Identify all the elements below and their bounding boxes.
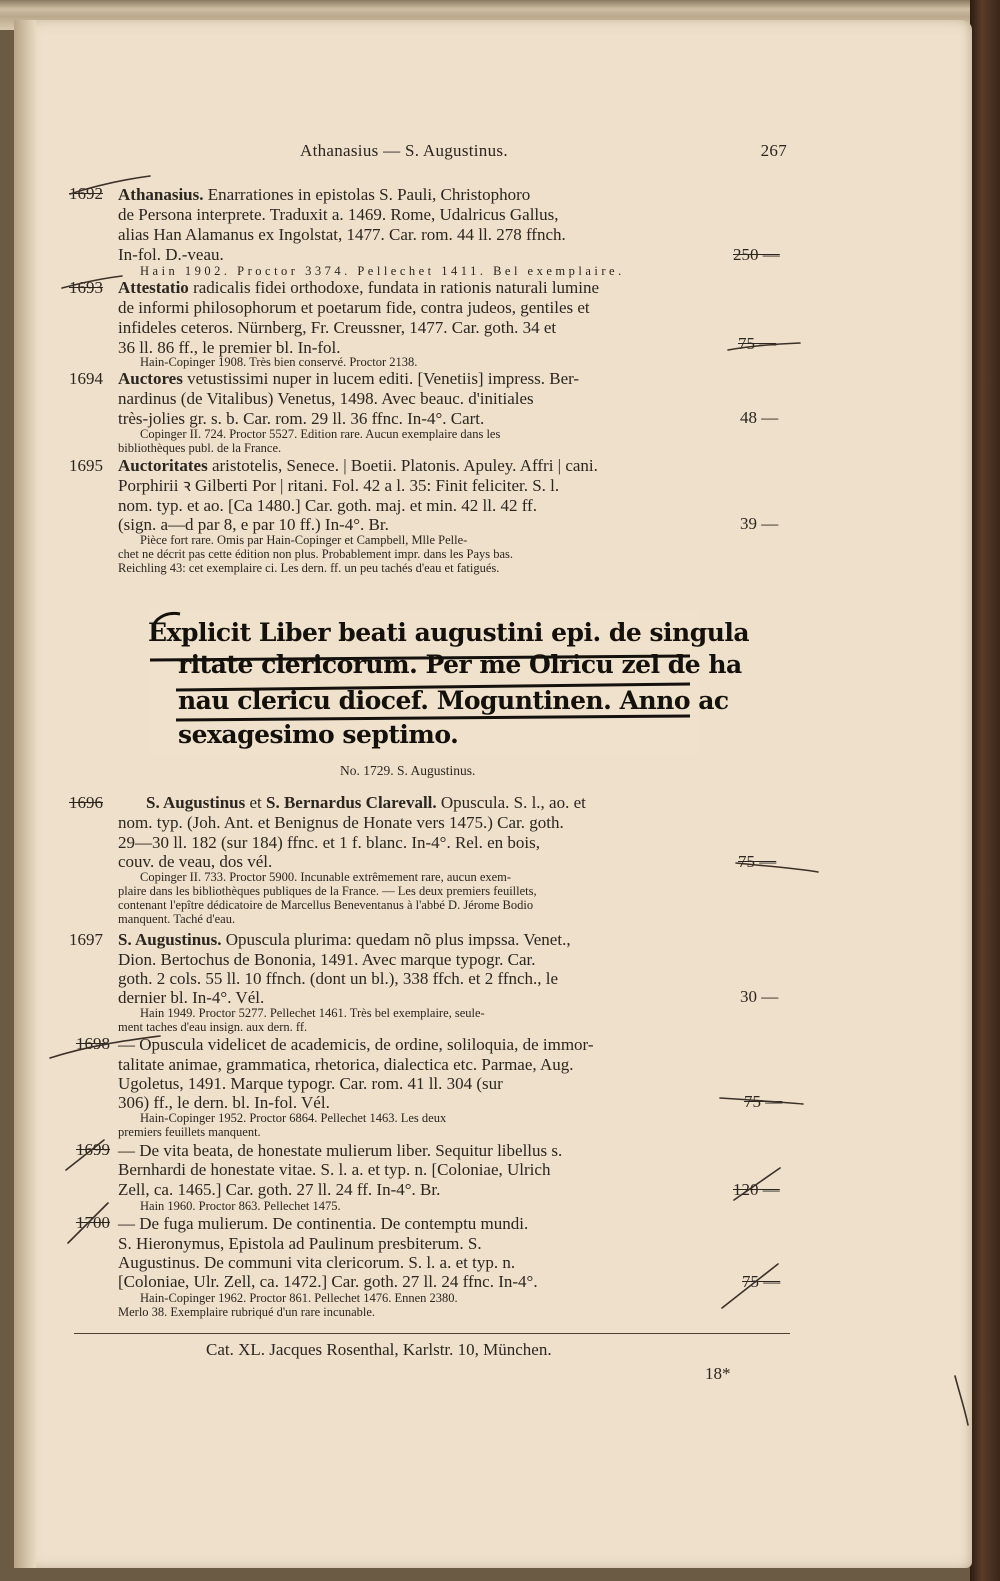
entry-line: Dion. Bertochus de Bononia, 1491. Avec marque typogr. Car.: [118, 950, 536, 969]
entry-line: Porphirii ꝛ Gilberti Por | ritani. Fol. 42 a l. 35: Finit feliciter. S. l.: [118, 476, 560, 495]
entry-text: radicalis fidei orthodoxe, fundata in rationis naturali lumine: [188, 278, 600, 297]
entry-number: 1694: [69, 369, 103, 388]
entry-line: (sign. a—d par 8, e par 10 ff.) In-4°. Br.: [118, 515, 389, 534]
entry-note: premiers feuillets manquent.: [118, 1125, 261, 1139]
entry-line: infideles ceteros. Nürnberg, Fr. Creussner, 1477. Car. goth. 34 et: [118, 318, 557, 337]
running-header: [300, 141, 787, 163]
entry-line: nom. typ. (Joh. Ant. et Benignus de Honate vers 1475.) Car. goth.: [118, 813, 564, 832]
entry-line: [118, 278, 599, 297]
entry-note: Copinger II. 733. Proctor 5900. Incunable extrêmement rare, aucun exem-: [140, 870, 512, 884]
entry-line: [118, 930, 571, 949]
entry-line: couv. de veau, dos vél.: [118, 852, 273, 871]
entry-number: 1696: [69, 793, 103, 812]
entry-price: 75 —: [742, 1272, 781, 1291]
entry-line: très-jolies gr. s. b. Car. rom. 29 ll. 36 ffnc. In-4°. Cart.: [118, 409, 485, 428]
entry-note: Hain 1960. Proctor 863. Pellechet 1475.: [140, 1199, 341, 1213]
entry-line: Augustinus. De communi vita clericorum. S. l. a. et typ. n.: [118, 1253, 516, 1272]
entry-title: Auctoritates: [118, 456, 208, 475]
entry-note: Hain 1949. Proctor 5277. Pellechet 1461. Très bel exemplaire, seule-: [140, 1006, 485, 1020]
entry-note: plaire dans les bibliothèques publiques de la France. — Les deux premiers feuillets,: [118, 884, 537, 898]
entry-note: Hain-Copinger 1962. Proctor 861. Pellechet 1476. Ennen 2380.: [140, 1291, 458, 1305]
entry-title: Athanasius.: [118, 185, 204, 204]
entry-line: 306) ff., le dern. bl. In-fol. Vél.: [118, 1093, 330, 1112]
entry-line: [118, 185, 530, 204]
entry-price: 75 —: [744, 1092, 783, 1111]
entry-price: 250 —: [733, 245, 780, 264]
entry-number: 1699: [76, 1140, 110, 1159]
entry-title: S. Augustinus: [146, 793, 246, 812]
entry-price: 75 —: [738, 852, 777, 871]
entry-note: Hain 1902. Proctor 3374. Pellechet 1411. Bel exemplaire.: [140, 264, 625, 278]
entry-note: Pièce fort rare. Omis par Hain-Copinger et Campbell, Mlle Pelle-: [140, 533, 468, 547]
signature-mark: 18*: [705, 1364, 731, 1383]
entry-title: Auctores: [118, 369, 183, 388]
blackletter-line: sexagesimo septimo.: [178, 720, 459, 749]
entry-text: et: [245, 793, 267, 812]
entry-line: [Coloniae, Ulr. Zell, ca. 1472.] Car. goth. 27 ll. 24 ffnc. In-4°.: [118, 1272, 538, 1291]
entry-note: contenant l'epître dédicatoire de Marcellus Beneventanus à l'abbé D. Jérome Bodio: [118, 898, 534, 912]
entry-text-2: Opuscula. S. l., ao. et: [436, 793, 586, 812]
entry-number: 1698: [76, 1034, 110, 1053]
entry-line: In-fol. D.-veau.: [118, 245, 224, 264]
entry-line: Bernhardi de honestate vitae. S. l. a. et typ. n. [Coloniae, Ulrich: [118, 1160, 551, 1179]
entry-line: — De fuga mulierum. De continentia. De contemptu mundi.: [118, 1214, 529, 1233]
footer-rule: [74, 1333, 790, 1334]
entry-price: 48 —: [740, 408, 779, 427]
entry-title: S. Augustinus.: [118, 930, 222, 949]
entry-price: 75 —: [738, 334, 777, 353]
entry-line: de Persona interprete. Traduxit a. 1469. Rome, Udalricus Gallus,: [118, 205, 559, 224]
entry-line: nom. typ. et ao. [Ca 1480.] Car. goth. maj. et min. 42 ll. 42 ff.: [118, 496, 537, 515]
blackletter-colophon-facsimile: [148, 610, 750, 756]
entry-note: Hain-Copinger 1952. Proctor 6864. Pellechet 1463. Les deux: [140, 1111, 447, 1125]
entry-note: chet ne décrit pas cette édition non plus. Probablement impr. dans les Pays bas.: [118, 547, 514, 561]
entry-text: vetustissimi nuper in lucem editi. [Venetiis] impress. Ber-: [182, 369, 580, 388]
book-spine: [970, 0, 1000, 1581]
entry-title-2: S. Bernardus Clarevall.: [266, 793, 437, 812]
blackletter-line: nau clericu diocef. Moguntinen. Anno ac: [178, 686, 729, 715]
entry-price: 120 —: [733, 1180, 780, 1199]
entry-note: manquent. Taché d'eau.: [118, 912, 236, 926]
page-gutter: [14, 20, 36, 1568]
entry-line: — De vita beata, de honestate mulierum liber. Sequitur libellus s.: [118, 1141, 563, 1160]
entry-line: de informi philosophorum et poetarum fide, contra judeos, gentiles et: [118, 298, 590, 317]
entry-line: talitate animae, grammatica, rhetorica, dialectica etc. Parmae, Aug.: [118, 1055, 574, 1074]
entry-number: 1692: [69, 184, 103, 203]
entry-line: S. Hieronymus, Epistola ad Paulinum presbiterum. S.: [118, 1234, 482, 1253]
entry-note: Reichling 43: cet exemplaire ci. Les dern. ff. un peu tachés d'eau et fatigués.: [118, 561, 500, 575]
entry-number: 1697: [69, 930, 103, 949]
entry-text: Opuscula plurima: quedam nõ plus impssa. Venet.,: [221, 930, 571, 949]
entry-line: dernier bl. In-4°. Vél.: [118, 988, 265, 1007]
header-title: Athanasius — S. Augustinus.: [300, 141, 508, 160]
figure-caption: No. 1729. S. Augustinus.: [340, 763, 476, 778]
page-number: 267: [760, 141, 787, 160]
entry-note: Merlo 38. Exemplaire rubriqué d'un rare incunable.: [118, 1305, 376, 1319]
blackletter-line: ritate clericorum. Per me Olricu zel de ha: [178, 650, 742, 679]
entry-price: 30 —: [740, 987, 779, 1006]
entry-note: Hain-Copinger 1908. Très bien conservé. Proctor 2138.: [140, 355, 418, 369]
entry-line: [118, 369, 579, 388]
entry-line: 36 ll. 86 ff., le premier bl. In-fol.: [118, 338, 341, 357]
entry-text: Enarrationes in epistolas S. Pauli, Christophoro: [203, 185, 531, 204]
catalog-footer: Cat. XL. Jacques Rosenthal, Karlstr. 10, München.: [206, 1340, 552, 1359]
entry-number: 1695: [69, 456, 103, 475]
entry-number: 1700: [76, 1213, 110, 1232]
entry-line: alias Han Alamanus ex Ingolstat, 1477. Car. rom. 44 ll. 278 ffnch.: [118, 225, 566, 244]
entry-line: nardinus (de Vitalibus) Venetus, 1498. Avec beauc. d'initiales: [118, 389, 534, 408]
entry-note: ment taches d'eau insign. aux dern. ff.: [118, 1020, 308, 1034]
entry-line: 29—30 ll. 182 (sur 184) ffnc. et 1 f. blanc. In-4°. Rel. en bois,: [118, 833, 540, 852]
entry-line: Zell, ca. 1465.] Car. goth. 27 ll. 24 ff. In-4°. Br.: [118, 1180, 441, 1199]
entry-line: [118, 456, 598, 475]
entry-note: Copinger II. 724. Proctor 5527. Edition rare. Aucun exemplaire dans les: [140, 427, 501, 441]
entry-note: bibliothèques publ. de la France.: [118, 441, 282, 455]
entry-line: goth. 2 cols. 55 ll. 10 ffnch. (dont un bl.), 338 ffch. et 2 ffnch., le: [118, 969, 559, 988]
entry-line: — Opuscula videlicet de academicis, de ordine, soliloquia, de immor-: [118, 1035, 594, 1054]
entry-text: aristotelis, Senece. | Boetii. Platonis. Apuley. Affri | cani.: [207, 456, 598, 475]
entry-line: Ugoletus, 1491. Marque typogr. Car. rom. 41 ll. 304 (sur: [118, 1074, 503, 1093]
entry-number: 1693: [69, 278, 103, 297]
entry-line: [146, 793, 586, 812]
blackletter-line: Explicit Liber beati augustini epi. de singula: [148, 618, 750, 647]
entry-price: 39 —: [740, 514, 779, 533]
entry-title: Attestatio: [118, 278, 189, 297]
